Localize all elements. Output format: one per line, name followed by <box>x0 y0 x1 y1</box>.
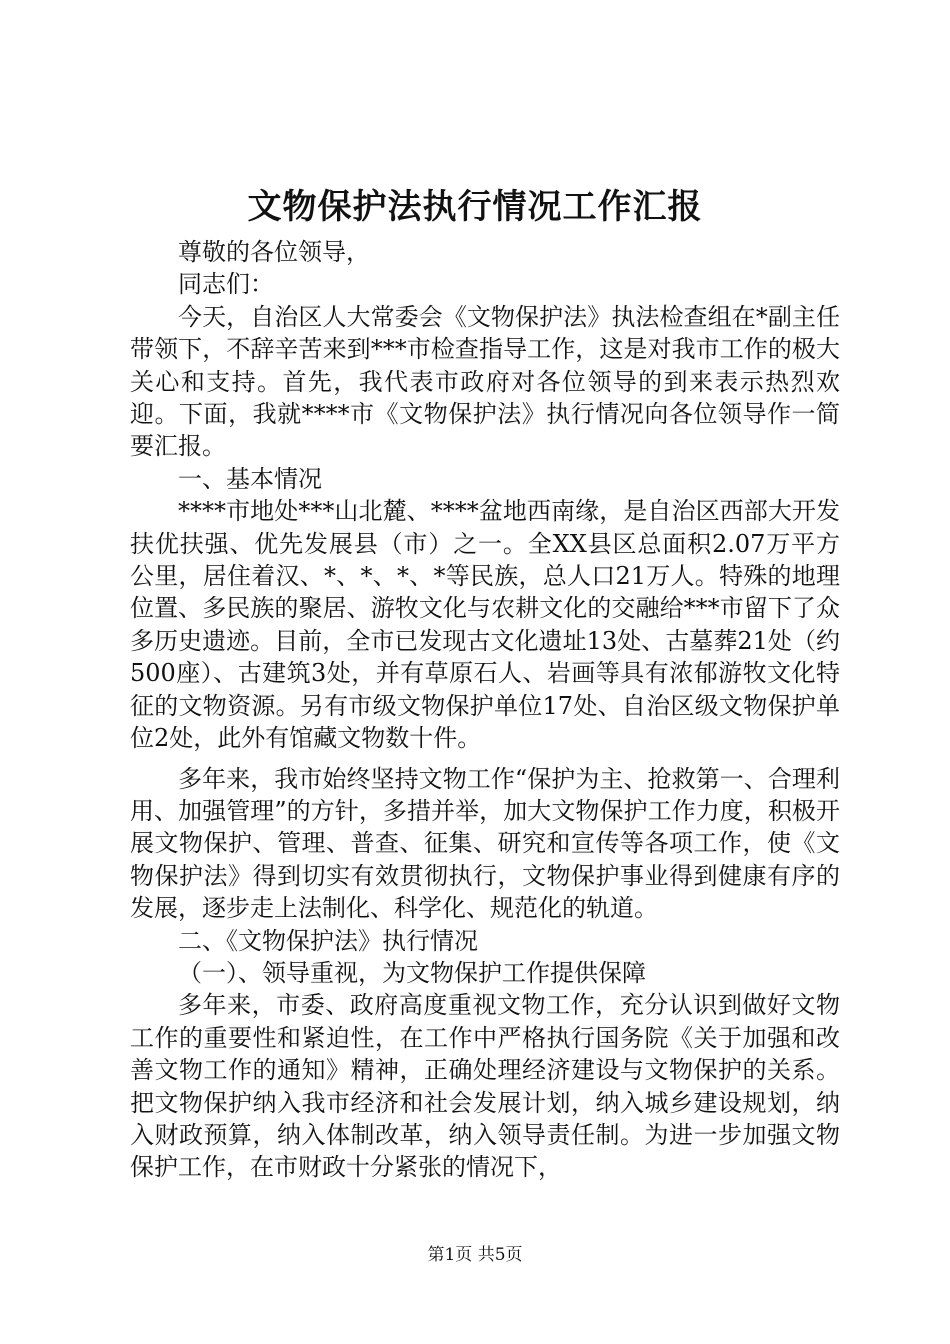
subsection-heading: （一）、领导重视，为文物保护工作提供保障 <box>178 958 646 987</box>
section-heading: 一、基本情况 <box>178 464 322 493</box>
body-paragraph: ****市地处***山北麓、****盆地西南缘，是自治区西部大开发扶优扶强、优先发展县（市）之一。全XX县区总面积2.07万平方公里，居住着汉、*、*、*、*等民族，总人口21万人。特殊的地理位置、多民族的聚居、游牧文化与农耕文化的交融给***市留下了众多历史遗迹。目前，全市已发现古文化遗址13处、古墓葬21处（约500座）、古建筑3处，并有草原石人、岩画等具有浓郁游牧文化特征的文物资源。另有市级文物保护单位17处、自治区级文物保护单位2处，此外有馆藏文物数十件。 <box>130 497 840 753</box>
intro-paragraph: 今天，自治区人大常委会《文物保护法》执法检查组在*副主任带领下，不辞辛苦来到***市检查指导工作，这是对我市工作的极大关心和支持。首先，我代表市政府对各位领导的到来表示热烈欢迎。下面，我就****市《文物保护法》执行情况向各位领导作一简要汇报。 <box>130 302 840 461</box>
document-title: 文物保护法执行情况工作汇报 <box>247 187 703 227</box>
body-paragraph: 多年来，市委、政府高度重视文物工作，充分认识到做好文物工作的重要性和紧迫性，在工作中严格执行国务院《关于加强和改善文物工作的通知》精神，正确处理经济建设与文物保护的关系。把文物保护纳入我市经济和社会发展计划，纳入城乡建设规划，纳入财政预算，纳入体制改革，纳入领导责任制。为进一步加强文物保护工作，在市财政十分紧张的情况下， <box>130 991 840 1182</box>
section-heading: 二、《文物保护法》执行情况 <box>178 926 478 955</box>
salutation-paragraph: 同志们： <box>178 270 274 299</box>
body-paragraph: 多年来，我市始终坚持文物工作“保护为主、抢救第一、合理利用、加强管理”的方针，多措并举，加大文物保护工作力度，积极开展文物保护、管理、普查、征集、研究和宣传等各项工作，使《文物保护法》得到切实有效贯彻执行，文物保护事业得到健康有序的发展，逐步走上法制化、科学化、规范化的轨道。 <box>130 764 840 923</box>
document-body <box>130 236 840 1184</box>
salutation-paragraph: 尊敬的各位领导， <box>178 238 370 266</box>
page-number: 第1页 共5页 <box>427 1245 523 1265</box>
